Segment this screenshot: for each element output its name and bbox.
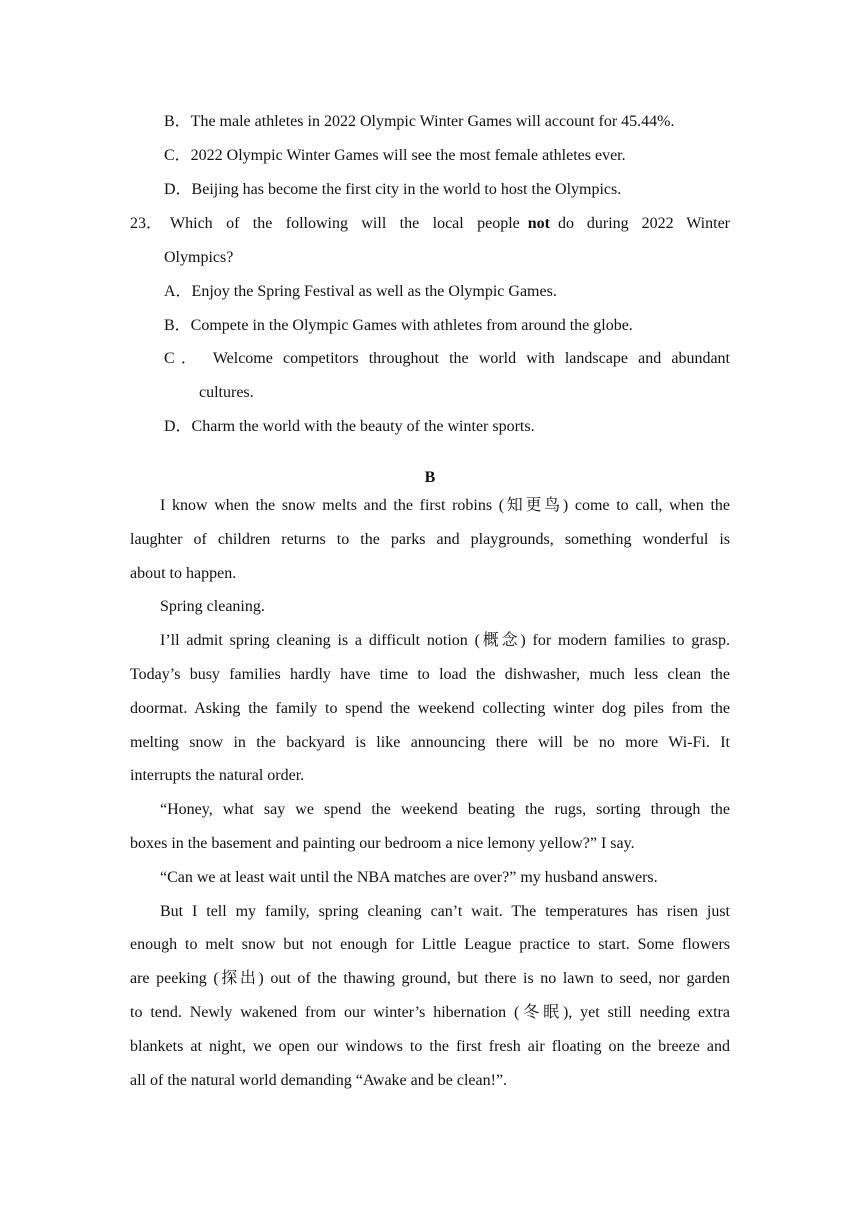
q23-stem-line2: Olympics? — [164, 249, 234, 266]
p4-line-1: “Honey, what say we spend the weekend beating the rugs, sorting through the — [160, 801, 730, 818]
q23-option-a: A．Enjoy the Spring Festival as well as the Olympic Games. — [164, 283, 557, 300]
p4-line-2: boxes in the basement and painting our bedroom a nice lemony yellow?” I say. — [130, 835, 635, 852]
q23-option-c-line2: cultures. — [199, 384, 254, 401]
q22-option-d: D．Beijing has become the first city in the world to host the Olympics. — [164, 181, 622, 198]
p6-line-4: to tend. Newly wakened from our winter’s hibernation (冬眠), yet still needing extra — [130, 1004, 730, 1021]
q23-stem-after: do during 2022 Winter — [558, 215, 730, 232]
p2-line-1: Spring cleaning. — [160, 598, 265, 615]
p3-line-5: interrupts the natural order. — [130, 767, 305, 784]
p5-line-1: “Can we at least wait until the NBA matches are over?” my husband answers. — [160, 869, 658, 886]
q22-option-b: B．The male athletes in 2022 Olympic Winter Games will account for 45.44%. — [164, 113, 675, 130]
p3-line-1: I’ll admit spring cleaning is a difficult notion (概念) for modern families to grasp. — [160, 632, 730, 649]
p6-line-6: all of the natural world demanding “Awake and be clean!”. — [130, 1072, 508, 1089]
q22-option-c: C．2022 Olympic Winter Games will see the most female athletes ever. — [164, 147, 626, 164]
p3-line-3: doormat. Asking the family to spend the weekend collecting winter dog piles from the — [130, 700, 730, 717]
p6-line-5: blankets at night, we open our windows to the first fresh air floating on the breeze and — [130, 1038, 730, 1055]
q23-number: 23． — [130, 215, 163, 232]
p1-line-1: I know when the snow melts and the first robins (知更鸟) come to call, when the — [160, 497, 730, 514]
q23-stem-line1 — [130, 214, 730, 234]
p6-line-3: are peeking (探出) out of the thawing ground, but there is no lawn to seed, nor garden — [130, 970, 730, 987]
q23-stem-bold: not — [527, 215, 550, 232]
section-heading: B — [424, 469, 436, 486]
p3-line-4: melting snow in the backyard is like announcing there will be no more Wi-Fi. It — [130, 734, 730, 751]
q23-stem-before: Which of the following will the local people — [170, 215, 520, 232]
p6-line-2: enough to melt snow but not enough for Little League practice to start. Some flowers — [130, 936, 730, 953]
q23-option-d: D．Charm the world with the beauty of the winter sports. — [164, 418, 535, 435]
p1-line-3: about to happen. — [130, 565, 237, 582]
q23-option-b: B．Compete in the Olympic Games with athletes from around the globe. — [164, 317, 633, 334]
p1-line-2: laughter of children returns to the parks and playgrounds, something wonderful is — [130, 531, 730, 548]
q23-option-c-line1: C． Welcome competitors throughout the world with landscape and abundant — [164, 350, 730, 367]
p6-line-1: But I tell my family, spring cleaning can’t wait. The temperatures has risen just — [160, 903, 730, 920]
p3-line-2: Today’s busy families hardly have time to load the dishwasher, much less clean the — [130, 666, 730, 683]
